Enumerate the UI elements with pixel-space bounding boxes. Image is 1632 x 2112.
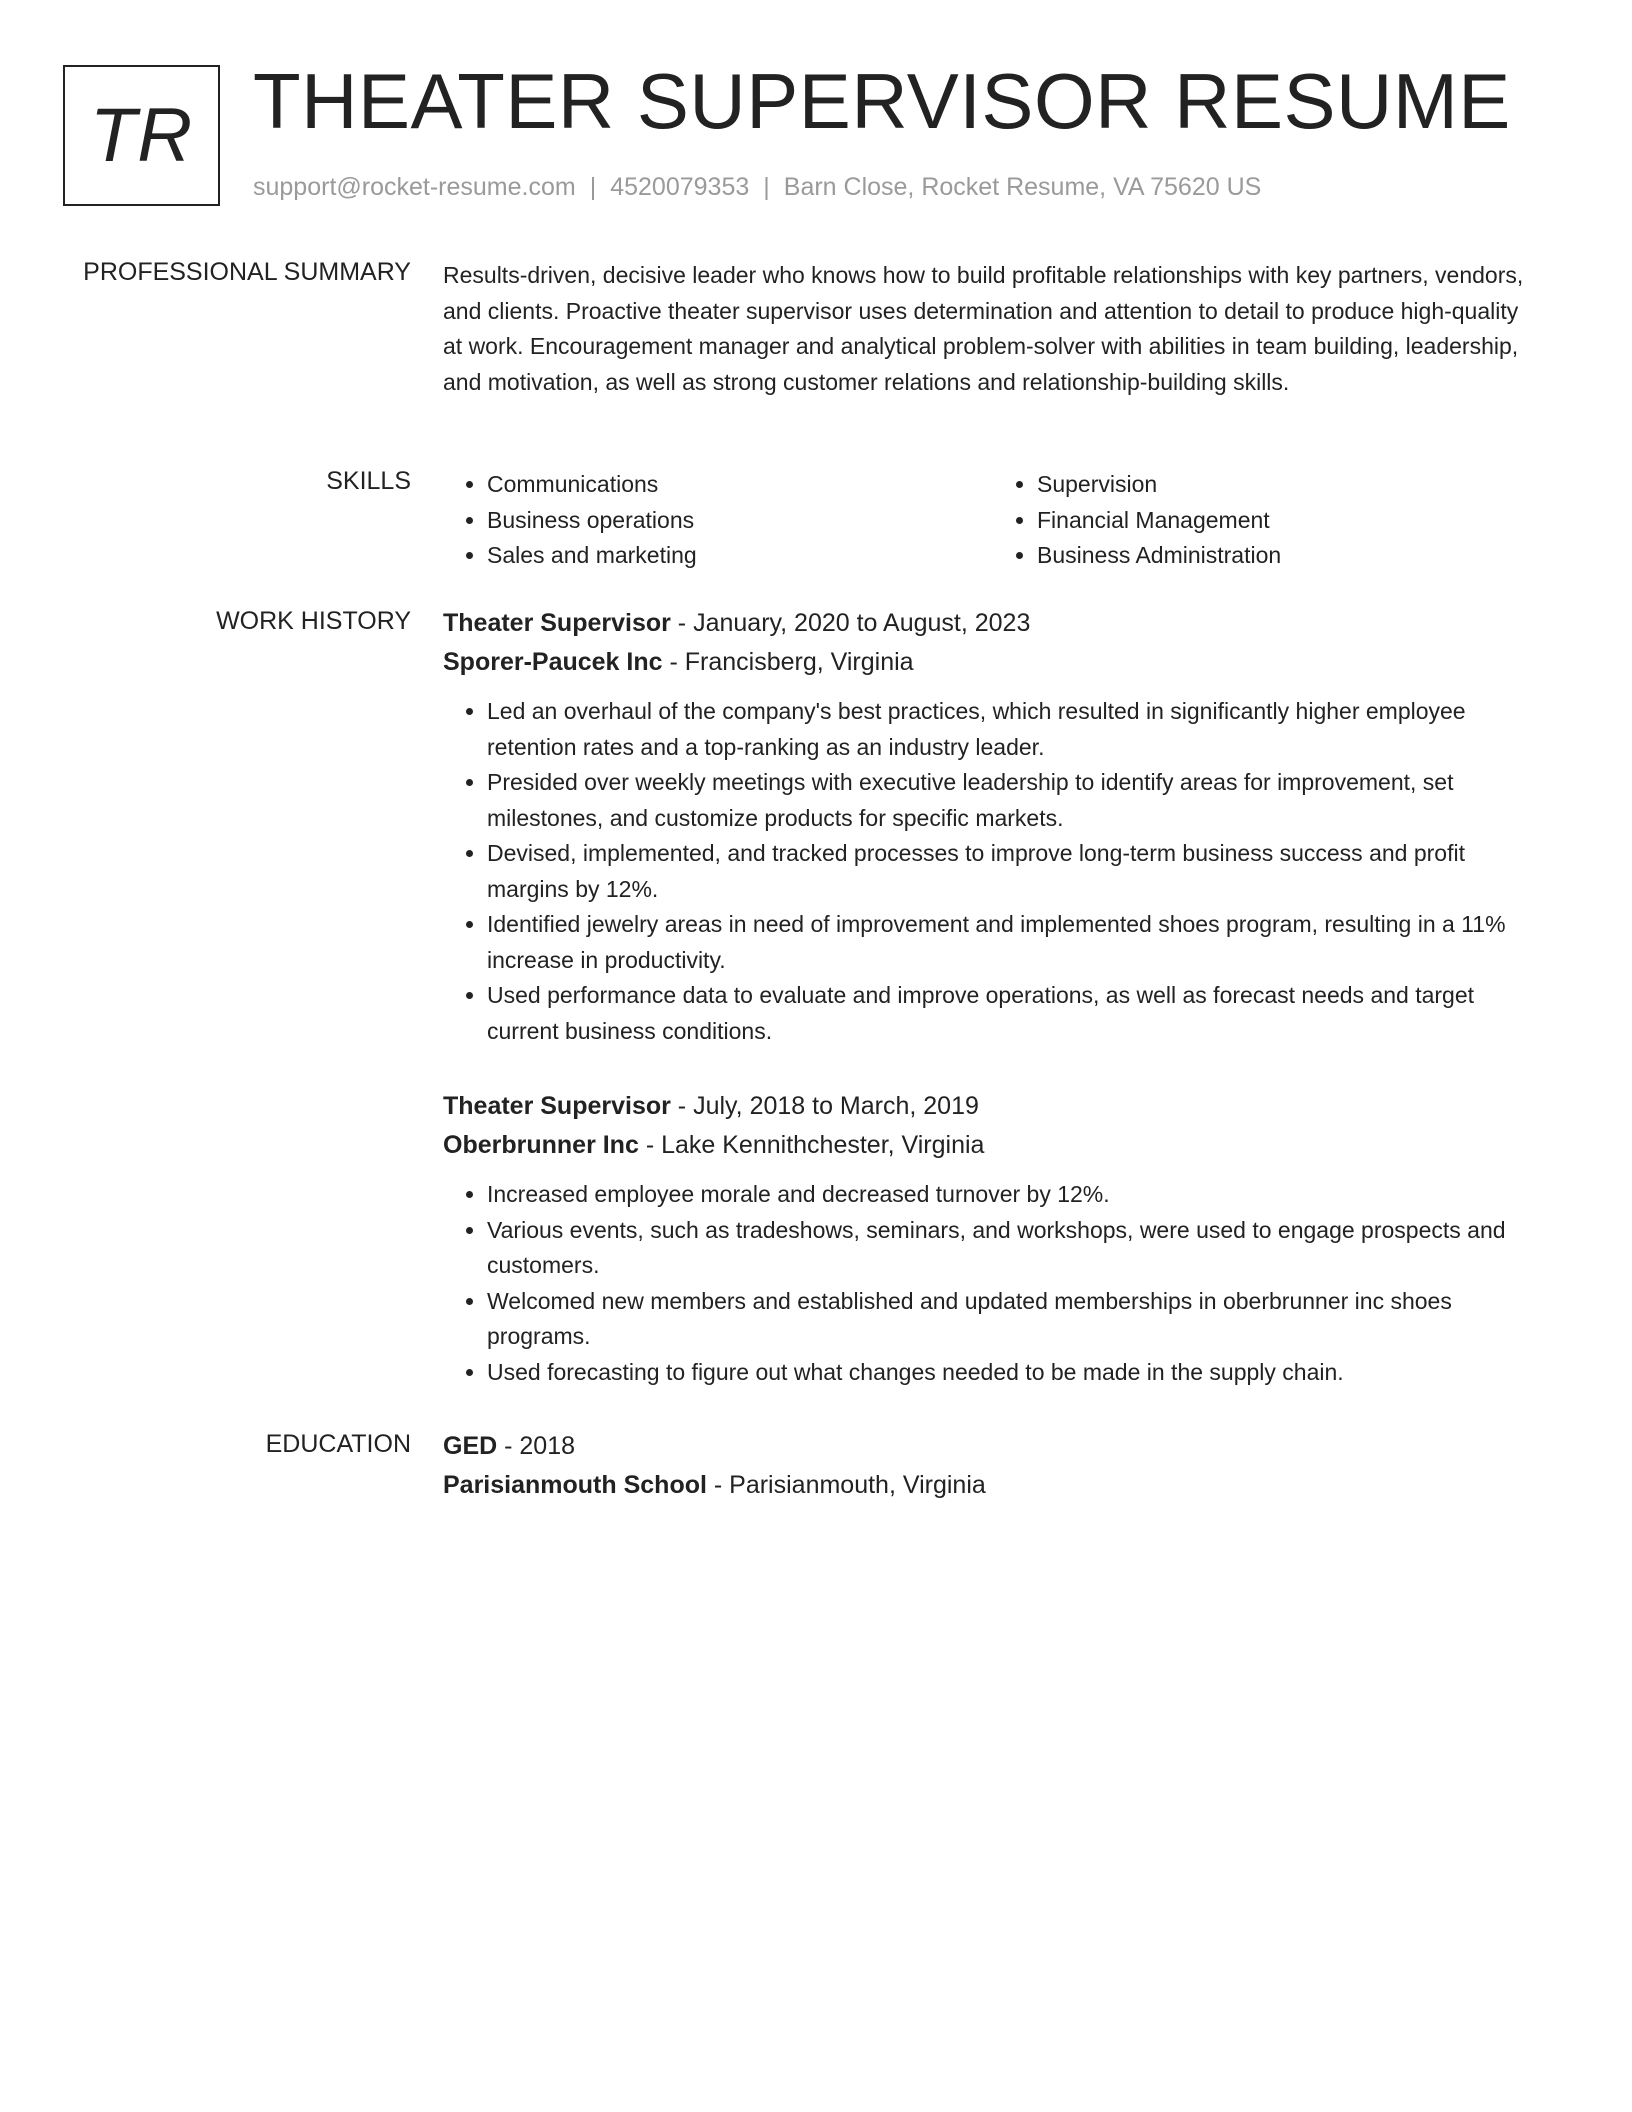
monogram-box — [63, 65, 220, 206]
job-bullet: • Presided over weekly meetings with executive leadership to identify areas for improvement, set milestones, and customize products for specific markets. — [487, 765, 1543, 836]
job-title-line — [443, 604, 1543, 643]
job-bullet: • Devised, implemented, and tracked processes to improve long-term business success and profit margins by 12%. — [487, 836, 1543, 907]
job-dates: - July, 2018 to March, 2019 — [670, 1092, 979, 1120]
resume-title: THEATER SUPERVISOR RESUME — [253, 57, 1511, 145]
education-section — [443, 1427, 1543, 1505]
job-bullet: • Various events, such as tradeshows, seminars, and workshops, were used to engage prospects and customers. — [487, 1213, 1543, 1284]
company-name: Sporer-Paucek Inc — [443, 648, 663, 676]
skills-heading: SKILLS — [326, 467, 411, 495]
job-bullet: • Led an overhaul of the company's best practices, which resulted in significantly higher employee retention rates and a top-ranking as an industry leader. — [487, 694, 1543, 765]
job-bullet: • Used performance data to evaluate and improve operations, as well as forecast needs and target current business conditions. — [487, 978, 1543, 1049]
summary-section — [443, 258, 1543, 400]
skills-columns — [443, 467, 1543, 574]
job-entry — [443, 604, 1543, 1049]
degree-line — [443, 1427, 1543, 1466]
monogram-initials: TR — [89, 93, 194, 178]
job-dates: - January, 2020 to August, 2023 — [670, 609, 1031, 637]
company-line — [443, 643, 1543, 682]
job-title-line — [443, 1087, 1543, 1126]
school-line — [443, 1466, 1543, 1505]
company-location: - Lake Kennithchester, Virginia — [638, 1131, 985, 1159]
contact-phone: 4520079353 — [610, 173, 750, 201]
job-entry — [443, 1087, 1543, 1390]
degree-year: - 2018 — [497, 1432, 576, 1460]
skill-item: • Financial Management — [1037, 503, 1543, 539]
job-bullet: • Increased employee morale and decreased turnover by 12%. — [487, 1177, 1543, 1213]
contact-line — [253, 173, 1261, 202]
summary-text: Results-driven, decisive leader who knows how to build profitable relationships with key partners, vendors, and clients. Proactive theater supervisor uses determination and attention to detail to produce high-quality at work. Encouragement manager and analytical problem-solver with abilities in team building, leadership, and motivation, as well as strong customer relations and relationship-building skills. — [443, 262, 1524, 395]
skill-item: • Communications — [487, 467, 993, 503]
company-name: Oberbrunner Inc — [443, 1131, 639, 1159]
education-heading: EDUCATION — [265, 1430, 411, 1458]
job-bullet: • Used forecasting to figure out what changes needed to be made in the supply chain. — [487, 1355, 1543, 1391]
company-line — [443, 1126, 1543, 1165]
school-name: Parisianmouth School — [443, 1471, 707, 1499]
contact-separator: | — [589, 173, 597, 201]
degree-name: GED — [443, 1432, 498, 1460]
work-history-heading: WORK HISTORY — [216, 607, 411, 635]
skill-item: • Business operations — [487, 503, 993, 539]
skill-item: • Sales and marketing — [487, 538, 993, 574]
summary-heading: PROFESSIONAL SUMMARY — [83, 258, 411, 286]
contact-email: support@rocket-resume.com — [253, 173, 576, 201]
skills-section — [443, 467, 1543, 574]
contact-separator: | — [763, 173, 770, 201]
skills-list-left — [443, 467, 993, 574]
job-bullets — [443, 694, 1543, 1049]
skill-item: • Business Administration — [1037, 538, 1543, 574]
job-bullets — [443, 1177, 1543, 1390]
job-title: Theater Supervisor — [443, 609, 671, 637]
company-location: - Francisberg, Virginia — [662, 648, 914, 676]
job-bullet: • Identified jewelry areas in need of improvement and implemented shoes program, resulting in a 11% increase in productivity. — [487, 907, 1543, 978]
contact-address: Barn Close, Rocket Resume, VA 75620 US — [783, 173, 1262, 201]
job-title: Theater Supervisor — [443, 1092, 671, 1120]
skills-list-right — [993, 467, 1543, 574]
job-bullet: • Welcomed new members and established and updated memberships in oberbrunner inc shoes programs. — [487, 1284, 1543, 1355]
school-location: - Parisianmouth, Virginia — [706, 1471, 986, 1499]
skill-item: • Supervision — [1037, 467, 1543, 503]
